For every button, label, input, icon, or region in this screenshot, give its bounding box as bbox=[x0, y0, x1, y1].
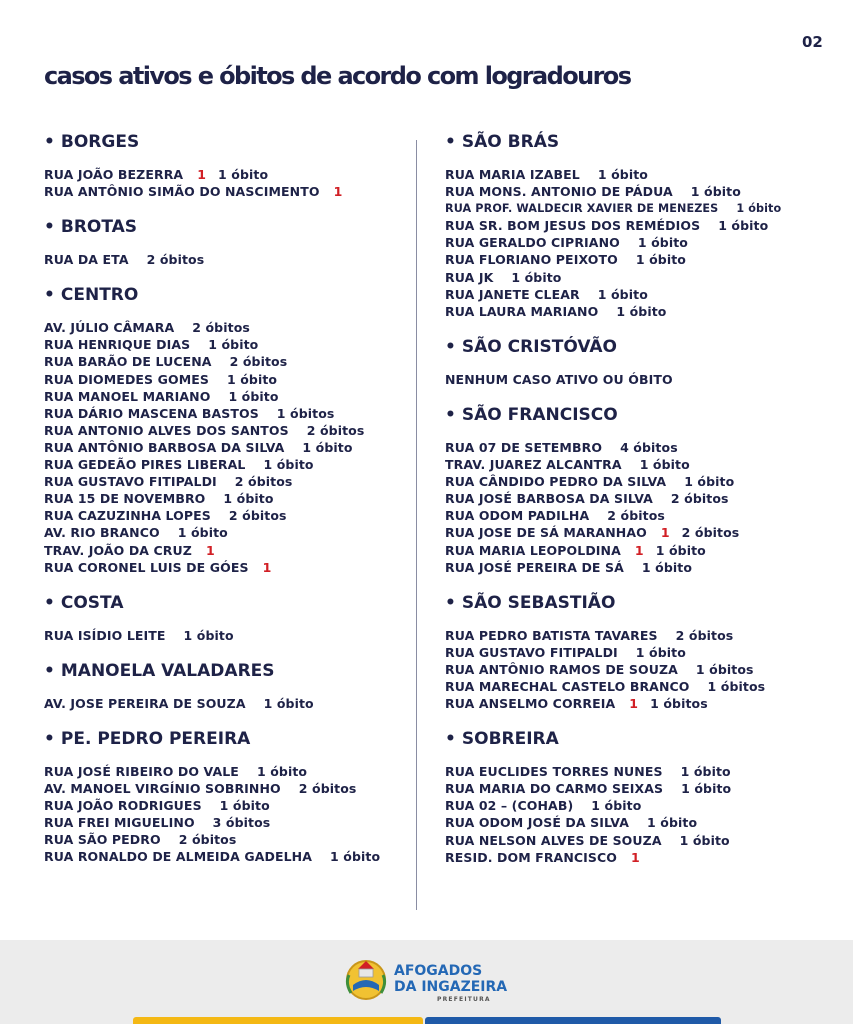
street-name: RUA JOSÉ PEREIRA DE SÁ bbox=[445, 559, 624, 575]
neighborhood-section bbox=[44, 217, 414, 268]
neighborhood-title bbox=[44, 593, 414, 613]
bullet-icon: • bbox=[445, 729, 456, 750]
street-name: RUA MARIA LEOPOLDINA bbox=[445, 542, 621, 558]
neighborhood-name: SÃO SEBASTIÃO bbox=[461, 592, 616, 613]
street-name: RUA PROF. WALDECIR XAVIER DE MENEZES bbox=[445, 202, 719, 216]
active-case-count: 1 bbox=[660, 525, 670, 541]
street-name: RUA JOSÉ RIBEIRO DO VALE bbox=[44, 763, 239, 779]
footer-bar-yellow bbox=[133, 1017, 423, 1024]
street-row bbox=[445, 763, 845, 780]
death-count: 1 óbito bbox=[647, 815, 698, 831]
active-case-count: 1 bbox=[631, 849, 640, 865]
street-row bbox=[44, 763, 414, 780]
street-name: RUA GUSTAVO FITIPALDI bbox=[445, 644, 618, 660]
street-row bbox=[445, 542, 845, 559]
death-count: 1 óbito bbox=[219, 798, 270, 814]
street-name: TRAV. JOÃO DA CRUZ bbox=[44, 542, 192, 558]
street-row bbox=[44, 524, 414, 541]
death-count: 1 óbito bbox=[223, 491, 274, 507]
death-count: 2 óbitos bbox=[298, 780, 357, 796]
bullet-icon: • bbox=[44, 728, 55, 749]
death-count: 2 óbitos bbox=[192, 320, 250, 336]
death-count: 1 óbito bbox=[681, 781, 732, 797]
street-name: RUA CORONEL LUIS DE GÓES bbox=[44, 559, 249, 575]
street-name: RUA DA ETA bbox=[44, 252, 129, 268]
death-count: 1 óbito bbox=[263, 695, 314, 711]
neighborhood-name: SÃO CRISTÓVÃO bbox=[461, 336, 617, 357]
logo-title-line2: DA INGAZEIRA bbox=[394, 979, 508, 995]
street-row bbox=[445, 490, 845, 507]
street-name: RUA LAURA MARIANO bbox=[445, 303, 599, 319]
street-name: RUA CÂNDIDO PEDRO DA SILVA bbox=[445, 474, 667, 490]
street-name: RESID. DOM FRANCISCO bbox=[445, 849, 618, 865]
street-name: RUA ANSELMO CORREIA bbox=[445, 696, 616, 712]
street-row bbox=[445, 849, 845, 866]
street-list bbox=[44, 319, 414, 575]
street-name: RUA JOSÉ BARBOSA DA SILVA bbox=[445, 491, 653, 507]
column-divider bbox=[416, 140, 417, 910]
street-row bbox=[44, 542, 414, 559]
neighborhood-section bbox=[44, 729, 414, 866]
street-list bbox=[445, 439, 845, 576]
street-row bbox=[445, 627, 845, 644]
bullet-icon: • bbox=[445, 336, 456, 357]
street-row bbox=[44, 507, 414, 524]
death-count: 1 óbito bbox=[597, 286, 648, 302]
street-name: RUA 15 DE NOVEMBRO bbox=[44, 491, 206, 507]
street-row bbox=[445, 644, 845, 661]
active-case-count: 1 bbox=[205, 542, 215, 558]
street-list bbox=[445, 166, 845, 320]
street-name: RUA JANETE CLEAR bbox=[445, 286, 580, 302]
street-name: RUA GEDEÃO PIRES LIBERAL bbox=[44, 457, 246, 473]
street-row bbox=[44, 439, 414, 456]
street-row bbox=[445, 217, 845, 234]
death-count: 1 óbito bbox=[641, 559, 693, 575]
street-list bbox=[445, 371, 845, 388]
street-row bbox=[445, 661, 845, 678]
street-name: AV. JOSE PEREIRA DE SOUZA bbox=[44, 695, 246, 711]
street-name: RUA ANTÔNIO SIMÃO DO NASCIMENTO bbox=[44, 184, 320, 200]
street-name: RUA ODOM JOSÉ DA SILVA bbox=[445, 815, 630, 831]
death-count: 2 óbitos bbox=[306, 422, 365, 438]
street-row bbox=[44, 780, 414, 797]
death-count: 1 óbito bbox=[228, 388, 279, 404]
bullet-icon: • bbox=[44, 285, 55, 306]
street-list bbox=[445, 627, 845, 712]
active-case-count: 1 bbox=[197, 167, 207, 182]
neighborhood-section bbox=[445, 593, 845, 712]
neighborhood-title bbox=[445, 337, 845, 357]
death-count: 1 óbito bbox=[639, 457, 690, 473]
street-name: AV. RIO BRANCO bbox=[44, 525, 160, 541]
street-name: RUA SÃO PEDRO bbox=[44, 832, 161, 848]
street-name: RUA JOSE DE SÁ MARANHAO bbox=[445, 525, 647, 541]
street-row bbox=[44, 405, 414, 422]
street-row bbox=[445, 286, 845, 303]
death-count: 3 óbitos bbox=[212, 815, 271, 831]
neighborhood-name: SOBREIRA bbox=[461, 729, 559, 750]
street-row bbox=[44, 831, 414, 848]
logo-subtitle: PREFEITURA bbox=[437, 996, 491, 1003]
death-count: 1 óbito bbox=[330, 849, 381, 865]
death-count: 1 óbito bbox=[736, 202, 782, 216]
street-name: RUA JOÃO RODRIGUES bbox=[44, 798, 202, 814]
neighborhood-title bbox=[445, 729, 845, 749]
logo-title-line1: AFOGADOS bbox=[394, 963, 483, 979]
neighborhood-name: BORGES bbox=[60, 132, 140, 152]
death-count: 2 óbitos bbox=[228, 508, 287, 524]
neighborhood-section bbox=[44, 285, 414, 575]
death-count: 1 óbito bbox=[511, 269, 562, 285]
death-count: 1 óbito bbox=[679, 832, 730, 848]
street-row bbox=[445, 507, 845, 524]
neighborhood-name: SÃO FRANCISCO bbox=[461, 404, 618, 425]
street-name: AV. JÚLIO CÂMARA bbox=[44, 320, 175, 336]
street-row bbox=[445, 439, 845, 456]
death-count: 1 óbito bbox=[591, 798, 642, 814]
death-count: 1 óbito bbox=[218, 167, 269, 182]
bullet-icon: • bbox=[445, 404, 456, 425]
street-row bbox=[445, 814, 845, 831]
street-row bbox=[44, 814, 414, 831]
death-count: 2 óbitos bbox=[675, 627, 734, 643]
bullet-icon: • bbox=[445, 132, 456, 152]
neighborhood-name: COSTA bbox=[60, 592, 124, 613]
death-count: 1 óbito bbox=[263, 457, 314, 473]
street-row bbox=[44, 797, 414, 814]
neighborhood-section bbox=[44, 661, 414, 712]
neighborhood-title bbox=[44, 217, 414, 237]
street-row bbox=[44, 251, 414, 268]
street-row bbox=[44, 336, 414, 353]
death-count: 1 óbito bbox=[718, 218, 769, 234]
page-number: 02 bbox=[802, 33, 823, 51]
street-row bbox=[445, 678, 845, 695]
active-case-count: 1 bbox=[629, 696, 639, 712]
street-name: RUA BARÃO DE LUCENA bbox=[44, 354, 212, 370]
footer-bar-blue bbox=[425, 1017, 721, 1024]
death-count: 2 óbitos bbox=[146, 252, 205, 268]
street-name: TRAV. JUAREZ ALCANTRA bbox=[445, 457, 622, 473]
death-count: 1 óbito bbox=[635, 252, 686, 268]
street-name: RUA MARIA IZABEL bbox=[445, 167, 580, 182]
street-name: RUA SR. BOM JESUS DOS REMÉDIOS bbox=[445, 218, 701, 234]
street-row bbox=[445, 234, 845, 251]
street-name: NENHUM CASO ATIVO OU ÓBITO bbox=[445, 371, 673, 387]
street-list bbox=[44, 251, 414, 268]
street-name: RUA HENRIQUE DIAS bbox=[44, 337, 191, 353]
neighborhood-section bbox=[445, 337, 845, 388]
street-row bbox=[445, 303, 845, 320]
street-row bbox=[445, 183, 845, 200]
death-count: 1 óbitos bbox=[707, 678, 766, 694]
active-case-count: 1 bbox=[262, 559, 272, 575]
death-count: 1 óbito bbox=[256, 763, 308, 779]
left-column bbox=[44, 132, 414, 865]
street-list bbox=[44, 695, 414, 712]
street-name: RUA ODOM PADILHA bbox=[445, 508, 590, 524]
bullet-icon: • bbox=[44, 132, 55, 152]
street-row bbox=[44, 848, 414, 865]
street-row bbox=[44, 319, 414, 336]
street-row bbox=[44, 183, 414, 200]
neighborhood-section bbox=[44, 132, 414, 200]
active-case-count: 1 bbox=[333, 184, 343, 200]
street-row bbox=[44, 456, 414, 473]
death-count: 1 óbito bbox=[183, 627, 234, 643]
death-count: 4 óbitos bbox=[620, 439, 678, 455]
neighborhood-title bbox=[445, 132, 845, 152]
neighborhood-name: MANOELA VALADARES bbox=[60, 660, 275, 681]
street-name: RUA JOÃO BEZERRA bbox=[44, 167, 184, 182]
street-name: RUA MANOEL MARIANO bbox=[44, 388, 211, 404]
street-row bbox=[44, 627, 414, 644]
street-row bbox=[44, 473, 414, 490]
death-count: 2 óbitos bbox=[229, 354, 288, 370]
death-count: 1 óbito bbox=[655, 542, 706, 558]
neighborhood-name: BROTAS bbox=[60, 217, 138, 238]
death-count: 2 óbitos bbox=[234, 474, 293, 490]
street-name: RUA FREI MIGUELINO bbox=[44, 815, 195, 831]
neighborhood-title bbox=[445, 593, 845, 613]
street-name: RUA EUCLIDES TORRES NUNES bbox=[445, 764, 663, 780]
street-name: RUA ANTONIO ALVES DOS SANTOS bbox=[44, 422, 289, 438]
neighborhood-title bbox=[44, 661, 414, 681]
bullet-icon: • bbox=[44, 217, 55, 238]
street-list bbox=[44, 763, 414, 866]
street-name: RUA DÁRIO MASCENA BASTOS bbox=[44, 405, 259, 421]
neighborhood-title bbox=[445, 405, 845, 425]
street-name: RUA DIOMEDES GOMES bbox=[44, 371, 209, 387]
street-row bbox=[445, 269, 845, 286]
street-row bbox=[445, 473, 845, 490]
street-row bbox=[445, 524, 845, 541]
street-row bbox=[445, 797, 845, 814]
street-row bbox=[44, 695, 414, 712]
street-row bbox=[445, 559, 845, 576]
neighborhood-section bbox=[445, 729, 845, 866]
neighborhood-section bbox=[445, 405, 845, 576]
death-count: 2 óbitos bbox=[670, 491, 729, 507]
street-row bbox=[44, 559, 414, 576]
death-count: 1 óbito bbox=[635, 644, 686, 660]
neighborhood-title bbox=[44, 729, 414, 749]
death-count: 1 óbito bbox=[690, 184, 741, 200]
street-name: RUA FLORIANO PEIXOTO bbox=[445, 252, 618, 268]
street-row bbox=[44, 371, 414, 388]
street-row bbox=[445, 780, 845, 797]
death-count: 2 óbitos bbox=[681, 525, 740, 541]
neighborhood-name: CENTRO bbox=[60, 285, 139, 306]
street-row bbox=[445, 251, 845, 268]
death-count: 1 óbito bbox=[226, 371, 278, 387]
death-count: 1 óbito bbox=[616, 303, 667, 319]
street-name: RUA ISÍDIO LEITE bbox=[44, 627, 166, 643]
death-count: 1 óbitos bbox=[276, 405, 335, 421]
active-case-count: 1 bbox=[634, 542, 644, 558]
street-list bbox=[445, 763, 845, 866]
death-count: 1 óbito bbox=[597, 167, 648, 182]
street-name: RUA ANTÔNIO BARBOSA DA SILVA bbox=[44, 439, 285, 455]
street-row bbox=[445, 200, 845, 217]
bullet-icon: • bbox=[44, 592, 55, 613]
street-row bbox=[445, 695, 845, 712]
page-title: casos ativos e óbitos de acordo com logradouros bbox=[44, 62, 631, 90]
neighborhood-name: SÃO BRÁS bbox=[461, 132, 560, 152]
street-name: RUA RONALDO DE ALMEIDA GADELHA bbox=[44, 849, 313, 865]
street-name: RUA PEDRO BATISTA TAVARES bbox=[445, 627, 658, 643]
street-row bbox=[44, 166, 414, 183]
neighborhood-section bbox=[445, 132, 845, 320]
street-row bbox=[44, 490, 414, 507]
street-name: RUA 02 – (COHAB) bbox=[445, 798, 574, 814]
street-row bbox=[44, 388, 414, 405]
street-name: RUA NELSON ALVES DE SOUZA bbox=[445, 832, 662, 848]
street-name: RUA 07 DE SETEMBRO bbox=[445, 439, 603, 455]
street-list bbox=[44, 627, 414, 644]
street-name: RUA MARECHAL CASTELO BRANCO bbox=[445, 678, 690, 694]
prefeitura-logo-icon bbox=[343, 955, 389, 1003]
neighborhood-title bbox=[44, 285, 414, 305]
street-row bbox=[445, 166, 845, 183]
street-name: RUA CAZUZINHA LOPES bbox=[44, 508, 211, 524]
death-count: 1 óbito bbox=[208, 337, 259, 353]
street-list bbox=[44, 166, 414, 200]
street-name: RUA ANTÔNIO RAMOS DE SOUZA bbox=[445, 661, 678, 677]
street-row bbox=[44, 422, 414, 439]
street-name: RUA MONS. ANTONIO DE PÁDUA bbox=[445, 184, 673, 200]
death-count: 1 óbito bbox=[684, 474, 735, 490]
neighborhood-title bbox=[44, 132, 414, 152]
street-name: RUA MARIA DO CARMO SEIXAS bbox=[445, 781, 664, 797]
street-row bbox=[445, 371, 845, 388]
neighborhood-section bbox=[44, 593, 414, 644]
death-count: 1 óbito bbox=[177, 525, 228, 541]
bullet-icon: • bbox=[445, 592, 456, 613]
neighborhood-name: PE. PEDRO PEREIRA bbox=[60, 728, 251, 749]
death-count: 1 óbitos bbox=[650, 696, 708, 712]
death-count: 1 óbito bbox=[302, 439, 353, 455]
bullet-icon: • bbox=[44, 660, 55, 681]
street-name: RUA JK bbox=[445, 269, 494, 285]
death-count: 2 óbitos bbox=[607, 508, 665, 524]
death-count: 2 óbitos bbox=[178, 832, 237, 848]
death-count: 1 óbito bbox=[637, 235, 688, 251]
death-count: 1 óbitos bbox=[695, 661, 754, 677]
street-name: RUA GUSTAVO FITIPALDI bbox=[44, 474, 217, 490]
street-name: RUA GERALDO CIPRIANO bbox=[445, 235, 620, 251]
street-name: AV. MANOEL VIRGÍNIO SOBRINHO bbox=[44, 780, 281, 796]
street-row bbox=[445, 456, 845, 473]
street-row bbox=[445, 832, 845, 849]
right-column bbox=[445, 132, 845, 866]
street-row bbox=[44, 353, 414, 370]
death-count: 1 óbito bbox=[680, 764, 731, 780]
